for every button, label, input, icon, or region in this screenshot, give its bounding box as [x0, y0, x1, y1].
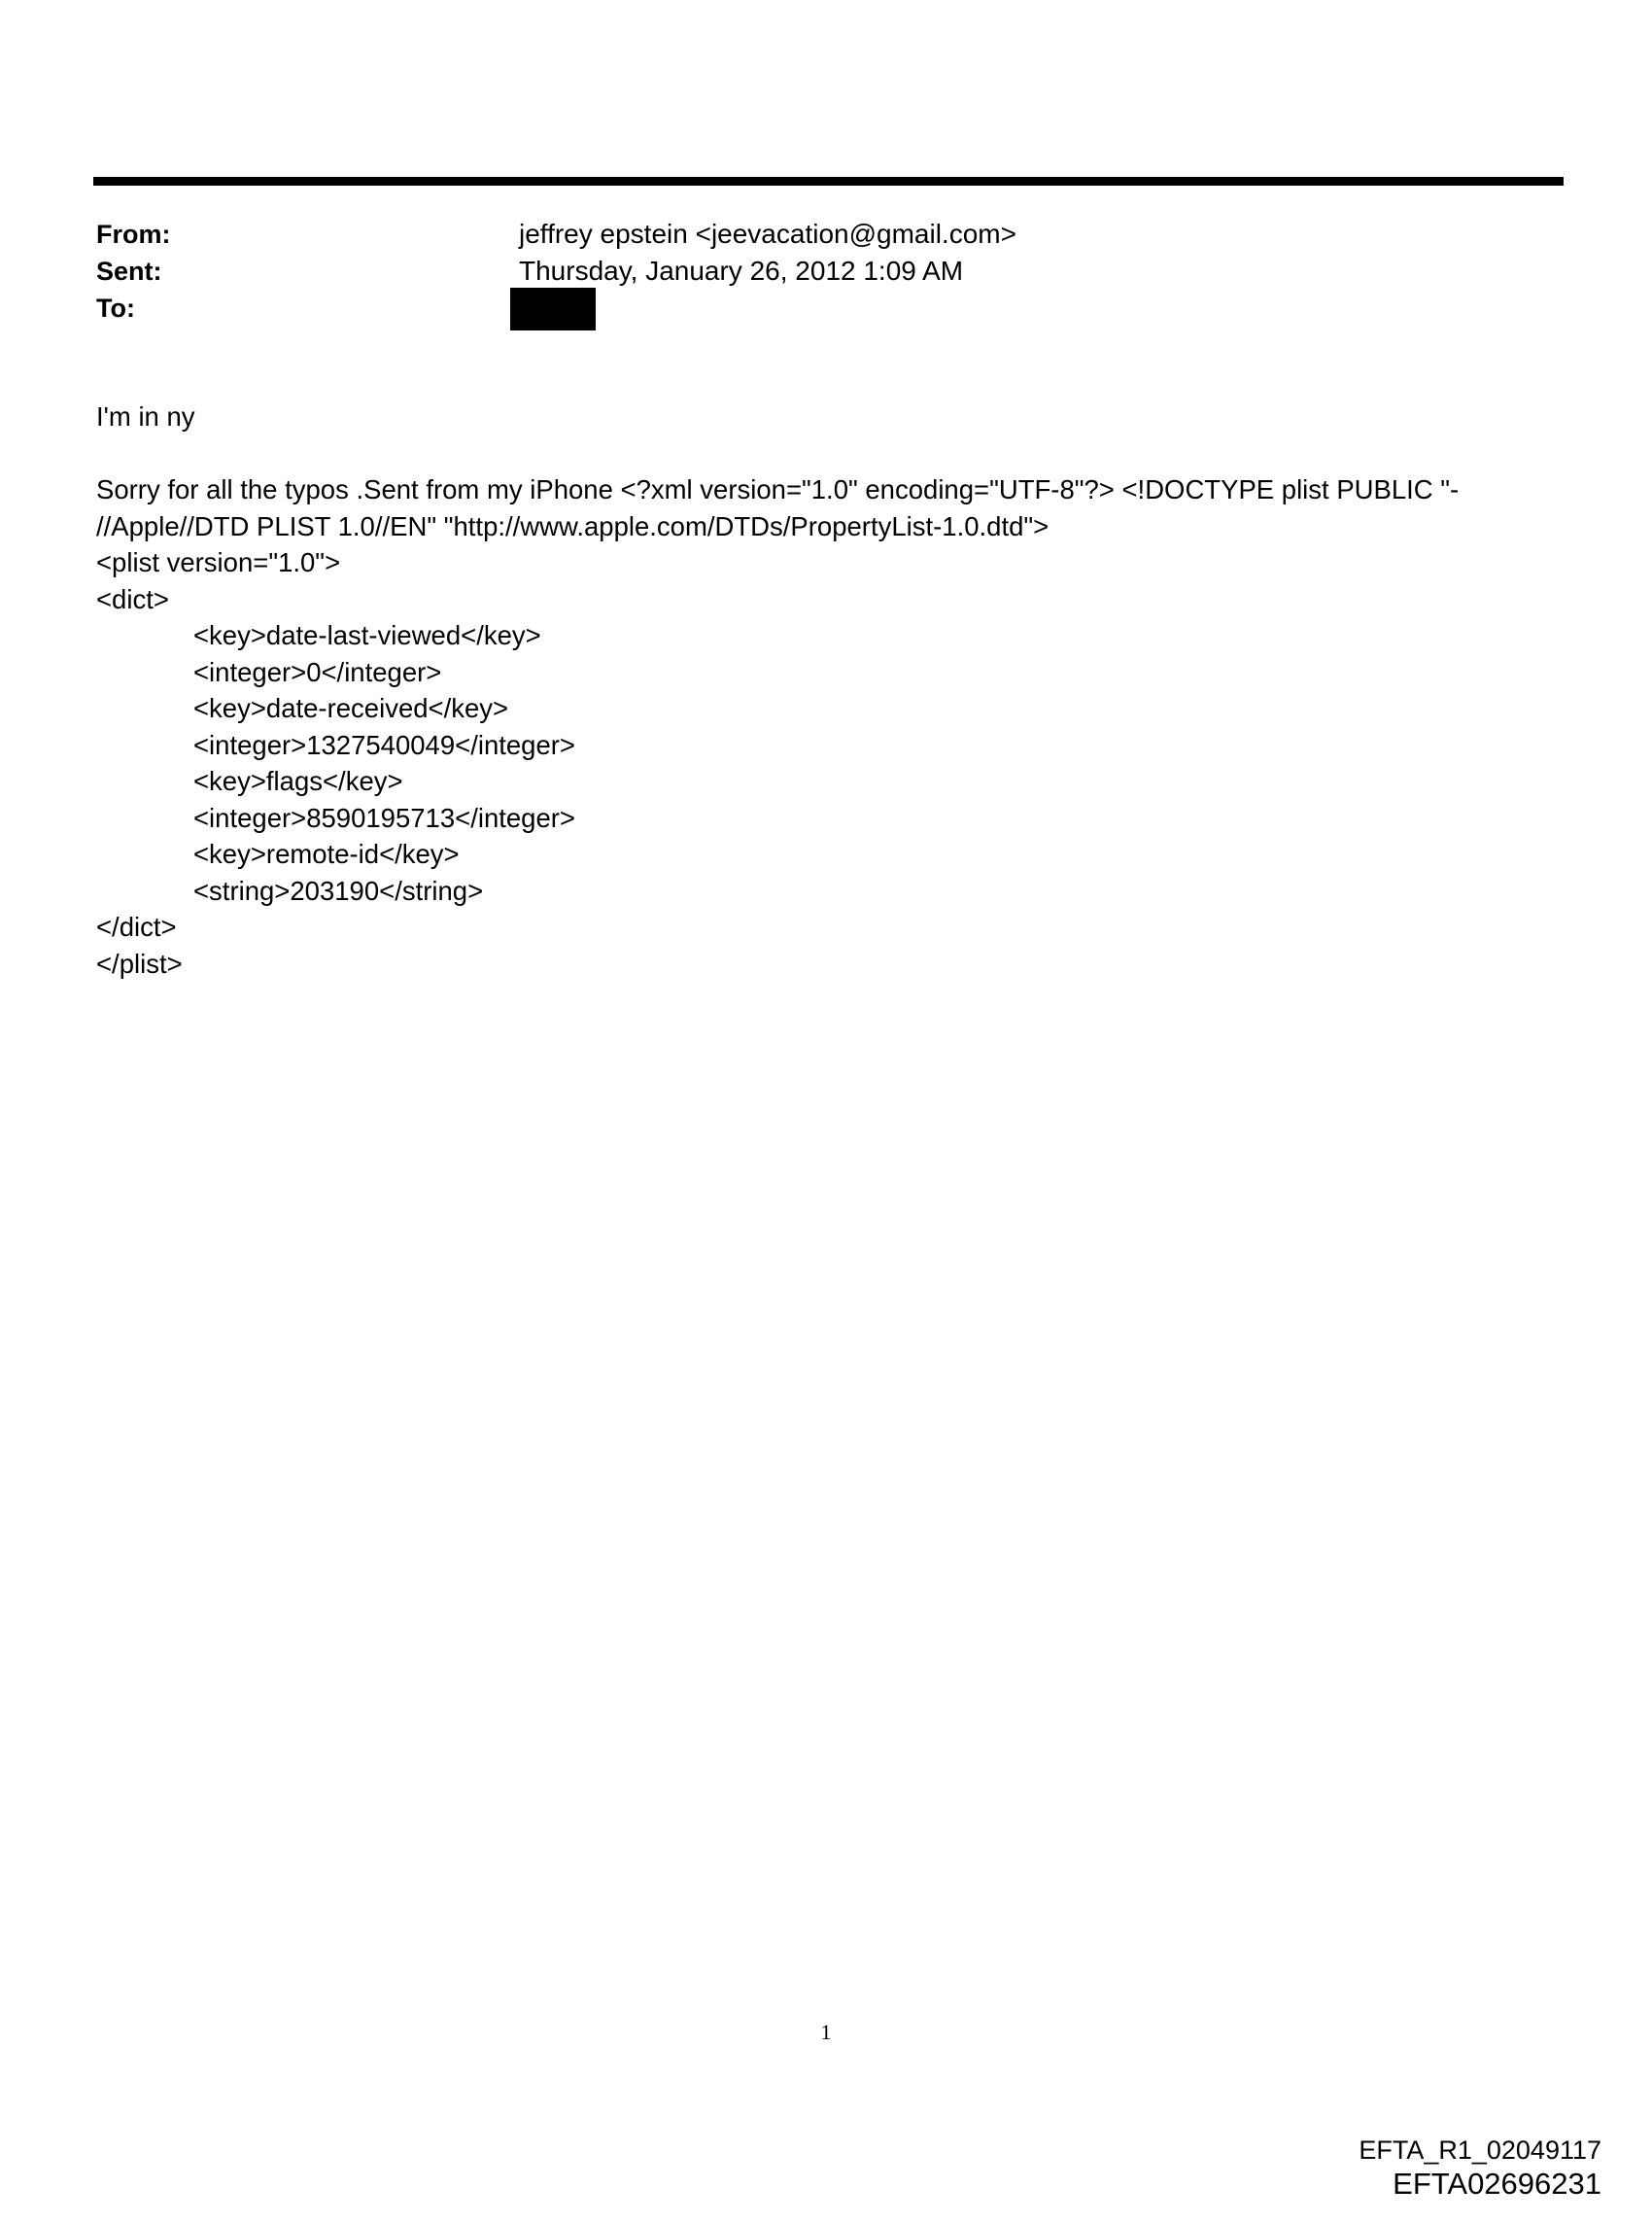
bates-stamp	[1359, 2135, 1601, 2202]
body-line: <key>date-last-viewed</key>	[193, 620, 541, 650]
body-line: <integer>0</integer>	[193, 656, 442, 687]
body-line: <integer>8590195713</integer>	[193, 802, 575, 833]
page-number: 1	[820, 2020, 832, 2044]
body-line: <key>flags</key>	[193, 766, 403, 796]
body-line: <integer>1327540049</integer>	[193, 729, 575, 760]
body-line: </dict>	[96, 912, 177, 942]
to-row	[96, 290, 1457, 327]
body-line: //Apple//DTD PLIST 1.0//EN" "http://www.apple.com/DTDs/PropertyList-1.0.dtd">	[96, 510, 1050, 541]
redaction-block	[510, 288, 596, 330]
to-label: To:	[96, 294, 135, 323]
body-line: <key>date-received</key>	[193, 693, 509, 723]
sent-label: Sent:	[96, 257, 162, 286]
body-line: I'm in ny	[96, 401, 195, 432]
header-divider	[93, 177, 1564, 186]
from-row	[96, 216, 1457, 253]
sent-row	[96, 253, 1457, 290]
email-body	[96, 399, 1554, 982]
from-label: From:	[96, 220, 171, 249]
sent-value: Thursday, January 26, 2012 1:09 AM	[519, 256, 964, 286]
bates-number-1: EFTA_R1_02049117	[1359, 2135, 1601, 2165]
body-line: </plist>	[96, 948, 183, 979]
from-value: jeffrey epstein <jeevacation@gmail.com>	[519, 219, 1016, 249]
body-line: Sorry for all the typos .Sent from my iPhone <?xml version="1.0" encoding="UTF-8"?> <!DOCTYPE plist PUBLIC "-	[96, 474, 1460, 504]
body-line: <plist version="1.0">	[96, 547, 341, 577]
bates-number-2: EFTA02696231	[1393, 2167, 1601, 2201]
body-line: <key>remote-id</key>	[193, 839, 460, 869]
body-line: <dict>	[96, 583, 169, 614]
body-line: <string>203190</string>	[193, 875, 484, 906]
email-header	[96, 216, 1457, 327]
